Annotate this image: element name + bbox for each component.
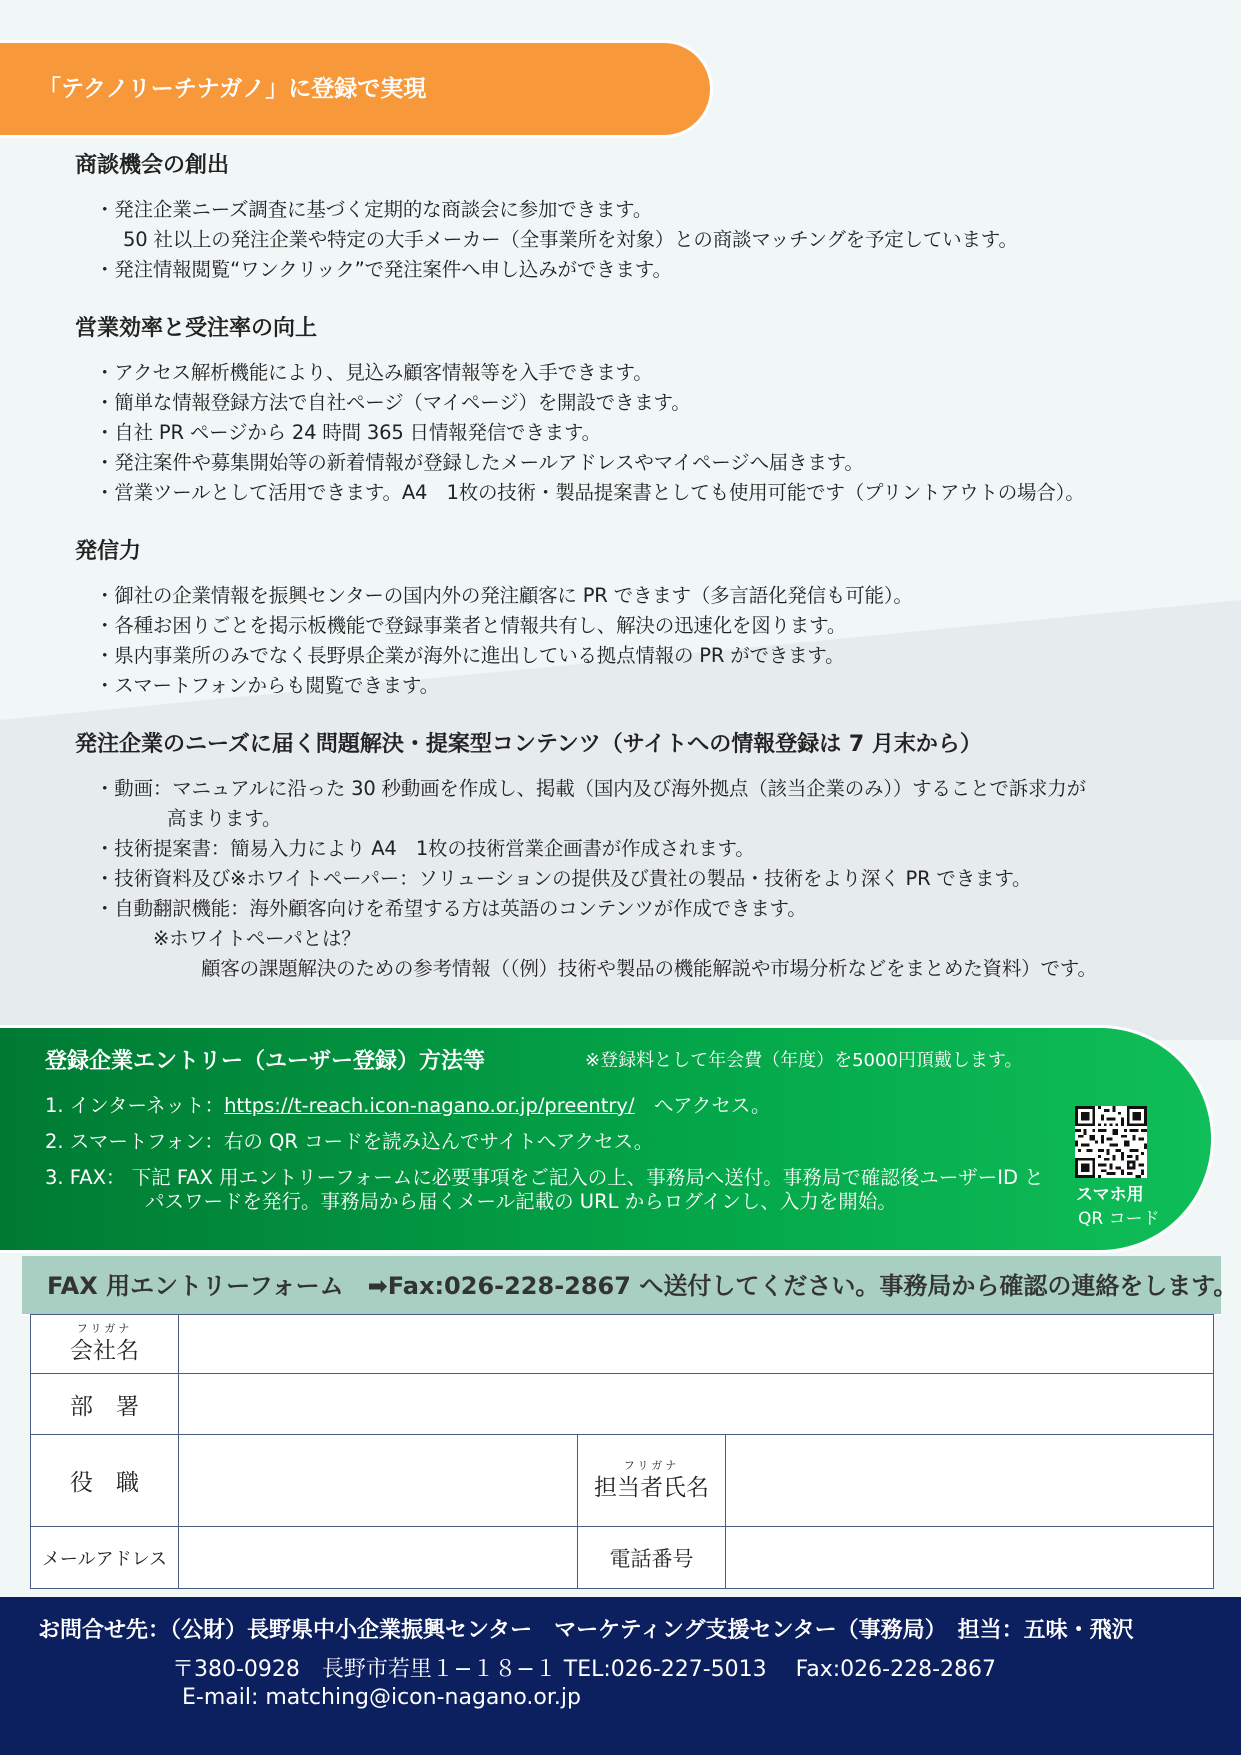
list-item: ・技術提案書：簡易入力により A4 1枚の技術営業企画書が作成されます。: [95, 837, 755, 860]
entry-url-link[interactable]: https://t-reach.icon-nagano.or.jp/preentry/: [224, 1094, 635, 1117]
list-item: 50 社以上の発注企業や特定の大手メーカー（全事業所を対象）との商談マッチングを予定しています。: [123, 228, 1018, 251]
entry-fax-line-cont: パスワードを発行。事務局から届くメール記載の URL からログインし、入力を開始。: [145, 1190, 897, 1213]
company-field[interactable]: [179, 1315, 1214, 1374]
phone-field[interactable]: [726, 1527, 1214, 1589]
section-heading: 営業効率と受注率の向上: [75, 316, 318, 341]
list-item: ・動画：マニュアルに沿った 30 秒動画を作成し、掲載（国内及び海外拠点（該当企業のみ））することで訴求力が: [95, 777, 1086, 800]
contact-footer: [0, 1597, 1241, 1755]
bullet-list: [75, 581, 1195, 701]
email-label: メールアドレス: [31, 1527, 179, 1589]
list-item: 顧客の課題解決のための参考情報（（例）技術や製品の機能解説や市場分析などをまとめた資料）です。: [201, 957, 1097, 980]
list-item: ・各種お困りごとを掲示板機能で登録事業者と情報共有し、解決の迅速化を図ります。: [95, 614, 847, 637]
bullet-list: [75, 774, 1195, 984]
section-business-opportunity: [75, 148, 1195, 285]
entry-internet-suffix: へアクセス。: [654, 1094, 771, 1117]
company-label-text: 会社名: [70, 1338, 139, 1364]
position-field[interactable]: [179, 1435, 578, 1527]
list-item: ・自動翻訳機能：海外顧客向けを希望する方は英語のコンテンツが作成できます。: [95, 897, 807, 920]
qr-label: スマホ用: [1076, 1185, 1144, 1205]
contact-organization: お問合せ先：（公財）長野県中小企業振興センター マーケティング支援センター（事務局） 担当：五味・飛沢: [38, 1618, 1134, 1643]
department-label: 部 署: [31, 1374, 179, 1435]
qr-label-sub: QR コード: [1078, 1209, 1160, 1229]
section-proposal-content: [75, 727, 1195, 984]
list-item: ・発注企業ニーズ調査に基づく定期的な商談会に参加できます。: [95, 198, 653, 221]
list-item: ・技術資料及び※ホワイトペーパー：ソリューションの提供及び貴社の製品・技術をより深く PR できます。: [95, 867, 1032, 890]
entry-smartphone-line: 2. スマートフォン：右の QR コードを読み込んでサイトへアクセス。: [45, 1130, 654, 1153]
list-item: ・県内事業所のみでなく長野県企業が海外に進出している拠点情報の PR ができます。: [95, 644, 845, 667]
list-item: ・自社 PR ページから 24 時間 365 日情報発信できます。: [95, 421, 601, 444]
fax-form-header-text: FAX 用エントリーフォーム ➡Fax:026-228-2867 へ送付してください。事務局から確認の連絡をします。: [47, 1272, 1238, 1300]
qr-code-icon[interactable]: [1075, 1106, 1147, 1178]
position-label: 役 職: [31, 1435, 179, 1527]
section-sales-efficiency: [75, 311, 1195, 508]
entry-method-panel: [0, 1028, 1211, 1250]
list-item: ・営業ツールとして活用できます。A4 1枚の技術・製品提案書としても使用可能です（プリントアウトの場合）。: [95, 481, 1085, 504]
phone-label: 電話番号: [578, 1527, 726, 1589]
list-item: ・発注案件や募集開始等の新着情報が登録したメールアドレスやマイページへ届きます。: [95, 451, 864, 474]
section-broadcast-power: [75, 534, 1195, 701]
form-row-contact: [31, 1527, 1214, 1589]
section-heading: 発注企業のニーズに届く問題解決・提案型コンテンツ（サイトへの情報登録は 7 月末から）: [75, 732, 982, 757]
section-heading: 商談機会の創出: [75, 153, 230, 178]
list-item: ・御社の企業情報を振興センターの国内外の発注顧客に PR できます（多言語化発信も可能）。: [95, 584, 913, 607]
furigana-hint: フリガナ: [76, 1322, 133, 1335]
fax-entry-form: [30, 1314, 1214, 1589]
fax-form-header: [22, 1256, 1238, 1316]
benefits-content: [75, 148, 1195, 1004]
list-item: ※ホワイトペーパとは？: [153, 927, 361, 950]
entry-internet-line: [45, 1090, 770, 1118]
form-row-department: [31, 1374, 1214, 1435]
list-item: ・発注情報閲覧“ワンクリック”で発注案件へ申し込みができます。: [95, 258, 672, 281]
feature-banner: [0, 43, 710, 135]
section-heading: 発信力: [75, 539, 142, 564]
email-field[interactable]: [179, 1527, 578, 1589]
fee-note: ※登録料として年会費（年度）を5000円頂戴します。: [585, 1050, 1023, 1071]
entry-title: 登録企業エントリー（ユーザー登録）方法等: [45, 1049, 486, 1074]
form-row-company: [31, 1315, 1214, 1374]
entry-fax-line: 3. FAX： 下記 FAX 用エントリーフォームに必要事項をご記入の上、事務局へ送付。事務局で確認後ユーザーID と: [45, 1166, 1044, 1189]
list-item: ・スマートフォンからも閲覧できます。: [95, 674, 439, 697]
list-item: 高まります。: [167, 807, 282, 830]
bullet-list: [75, 358, 1195, 508]
company-label: [31, 1315, 179, 1374]
person-name-field[interactable]: [726, 1435, 1214, 1527]
person-label: [578, 1435, 726, 1527]
bullet-list: [75, 195, 1195, 285]
furigana-hint: フリガナ: [623, 1458, 680, 1472]
person-label-text: 担当者氏名: [594, 1474, 709, 1501]
banner-title: 「テクノリーチナガノ」に登録で実現: [38, 76, 427, 102]
list-item: ・簡単な情報登録方法で自社ページ（マイページ）を開設できます。: [95, 391, 691, 414]
contact-address: 〒380-0928 長野市若里１−１８−１ TEL:026-227-5013 Fax:026-228-2867: [172, 1657, 997, 1682]
entry-internet-label: 1. インターネット：: [45, 1094, 225, 1117]
form-row-position: [31, 1435, 1214, 1527]
contact-email[interactable]: E-mail: matching@icon-nagano.or.jp: [182, 1685, 581, 1710]
department-field[interactable]: [179, 1374, 1214, 1435]
list-item: ・アクセス解析機能により、見込み顧客情報等を入手できます。: [95, 361, 653, 384]
